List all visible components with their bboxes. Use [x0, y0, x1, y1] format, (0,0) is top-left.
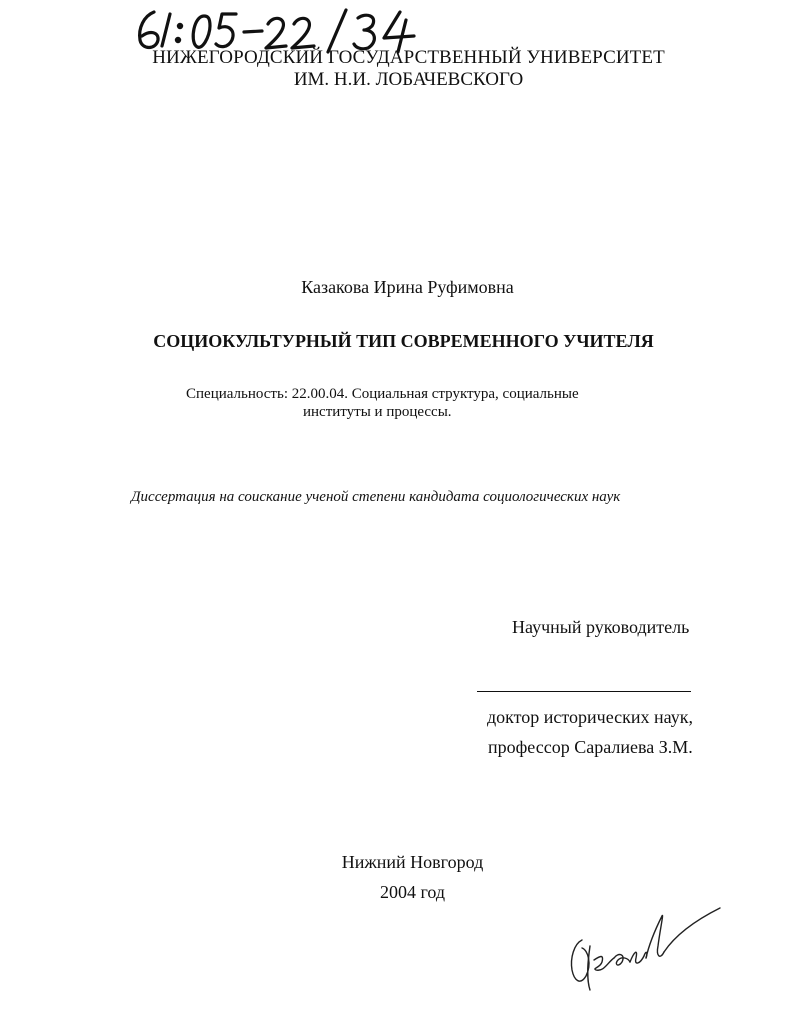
dissertation-note: Диссертация на соискание ученой степени кандидата социологических наук: [131, 489, 621, 505]
specialty-line1: Специальность: 22.00.04. Социальная структура, социальные: [186, 386, 579, 402]
university-name-line1: НИЖЕГОРОДСКИЙ ГОСУДАРСТВЕННЫЙ УНИВЕРСИТЕТ: [152, 47, 665, 68]
author-name: Казакова Ирина Руфимовна: [301, 277, 514, 297]
supervisor-name: профессор Саралиева З.М.: [488, 737, 693, 757]
dissertation-title: СОЦИОКУЛЬТУРНЫЙ ТИП СОВРЕМЕННОГО УЧИТЕЛЯ: [153, 331, 654, 351]
specialty-line2: институты и процессы.: [303, 404, 452, 420]
signature-line: [477, 691, 691, 692]
handwritten-signature: [560, 900, 740, 1000]
city: Нижний Новгород: [341, 852, 484, 872]
university-name-line2: ИМ. Н.И. ЛОБАЧЕВСКОГО: [293, 69, 524, 90]
supervisor-degree: доктор исторических наук,: [487, 707, 693, 727]
year: 2004 год: [379, 882, 446, 902]
supervisor-label: Научный руководитель: [512, 617, 690, 637]
